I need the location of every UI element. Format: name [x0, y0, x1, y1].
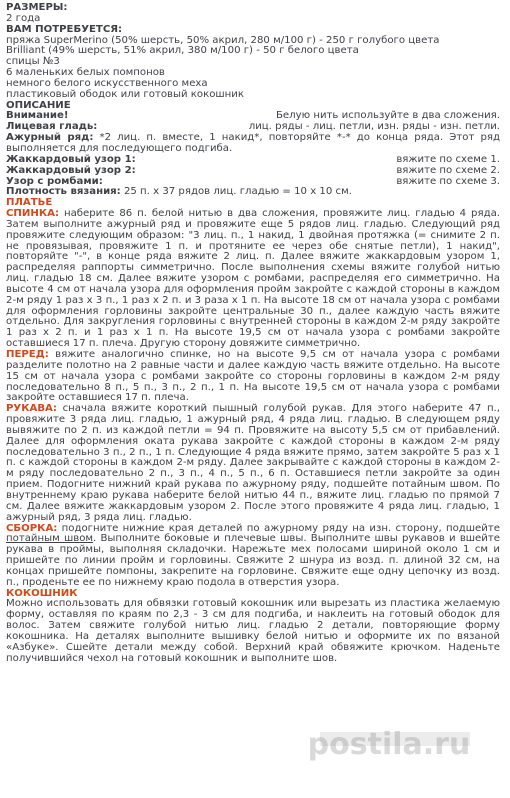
openwork-row-paragraph	[6, 133, 500, 155]
front-label: ПЕРЕД:	[6, 349, 49, 360]
sleeves-text: сначала вяжите короткий пышный голубой рукав. Для этого наберите 47 п., провяжите 3 ряда лиц. гладью, 1 ажурный ряд, 4 ряда лиц. гладью. В следующем ряду вывяжите по 2 п. из каждой петли = 94 п. Провяжите на высоту 5,5 см от прибавлений. Далее для оформления оката рукава закройте с каждой стороны в каждом 2-м ряду последовательно 3 п., 2 п., 1 п. Следующие 4 ряда вяжите прямо, затем закройте 5 раз х 1 п. с каждой стороны в каждом 2-м ряду. Далее закрывайте с каждой стороны в каждом 2-м ряду последовательно 2 п., 3 п., 4 п., 5 п., 6 п. Оставшиеся петли закройте за один прием. Подогните нижний край рукава по ажурному ряду, подшейте потайным швом. По внутреннему краю рукава наберите белой нитью 44 п., вяжите лиц. гладью по прямой 7 см. Далее вяжите жаккардовым узором 2. После этого провяжите 4 ряда лиц. гладью, 1 ажурный ряд, 3 ряда лиц. гладью.	[6, 403, 500, 523]
watermark-text: postila.ru	[307, 727, 471, 762]
face-stitch-text: лиц. ряды - лиц. петли, изн. ряды - изн. петли.	[248, 121, 500, 133]
material-item: Brilliant (49% шерсть, 51% акрил, 380 м/100 г) - 50 г белого цвета	[6, 45, 359, 57]
watermark-backdrop	[320, 732, 470, 746]
jacquard2-label: Жаккардовый узор 2:	[6, 164, 136, 176]
assembly-text-start: подогните нижние края деталей по ажурному ряду на изн. сторону, подшейте	[57, 522, 500, 534]
jacquard2-line	[6, 166, 500, 177]
jacquard1-text: вяжите по схеме 1.	[396, 153, 500, 165]
density-line	[6, 187, 500, 198]
material-item: спицы №3	[6, 56, 60, 68]
sleeves-paragraph	[6, 404, 500, 523]
assembly-paragraph	[6, 524, 500, 589]
back-text: наберите 86 п. белой нитью в два сложения, провяжите лиц. гладью 4 ряда. Затем выполните ажурный ряд и провяжите еще 5 рядов лиц. гладью. Следующий ряд провяжите следующим образом: "3 лиц. п., 1 накид, 1 двойная протяжка (= снимите 2 п. не провязывая, провяжите 1 п. и протяните ее через обе снятые петли), 1 накид", повторяйте "-", в конце ряда вяжите 2 лиц. п. Далее вяжите жаккардовым узором 1, распределяя раппорты симметрично. После выполнения схемы вяжите голубой нитью лиц. гладью 18 см. Далее вяжите узором с ромбами, распределяя его симметрично. На высоте 4 см от начала узора для оформления пройм закройте с каждой стороны в каждом 2-м ряду 1 раз х 3 п., 1 раз х 2 п. и 3 раза х 1 п. На высоте 18 см от начала узора с ромбами для оформления горловины закройте центральные 30 п., далее каждую часть вяжите отдельно. Для закругления горловины с внутренней стороны в каждом 2-м ряду закройте 1 раз х 2 п. и 1 раз х 1 п. На высоте 19,5 см от начала узора с ромбами закройте оставшиеся 17 п. плеча. Другую сторону довяжите симметрично.	[6, 208, 500, 350]
jacquard2-text: вяжите по схеме 2.	[396, 164, 500, 176]
sizes-value: 2 года	[6, 12, 41, 24]
sizes-heading: РАЗМЕРЫ:	[6, 2, 68, 13]
back-paragraph	[6, 209, 500, 350]
back-label: СПИНКА:	[6, 208, 60, 220]
sleeves-label: РУКАВА:	[6, 403, 57, 415]
kokoshnik-paragraph: Можно использовать для обвязки готовый кокошник или вырезать из пластика желаемую форму, оставляя по краям по 2,3 - 3 см для подгиба, и наклеить на готовый ободок для волос. Затем свяжите голубой нитью лиц. гладью 2 детали, повторяющие форму кокошника. На деталях выполните вышивку белой нитью и оформите их по вязаной «Азбуке». Сшейте детали между собой. Верхний край обвяжите крючком. Наденьте получившийся чехол на готовый кокошник и выполните шов.	[6, 598, 500, 664]
attention-label: Внимание!	[6, 110, 69, 122]
front-text: вяжите аналогично спинке, но на высоте 9,5 см от начала узора с ромбами разделите полотно на 2 равные части и далее каждую часть вяжите отдельно. На высоте 15 см от начала узора с ромбами закройте со стороны горловины в каждом 2-м ряду последовательно 8 п., 5 п., 3 п., 2 п., 1 п. На высоте 19,5 см от начала узора с ромбами закройте оставшиеся 17 п. плеча.	[6, 349, 500, 404]
openwork-text: *2 лиц. п. вместе, 1 накид*, повторяйте *-* до конца ряда. Этот ряд выполняется для последующего подгиба.	[6, 132, 500, 154]
assembly-text-end: . Выполните боковые и плечевые швы. Выполните швы рукавов и вшейте рукава в проймы, выполняя складочки. Нарежьте мех полосами шириной около 1 см и пришейте по линии пройм и горловины. Свяжите 2 шнура из возд. п. длиной 32 см, на концах пришейте помпоны, закрепите на горловине. Свяжите еще одну цепочку из возд. п., проденьте ее по нижнему краю подола в отверстия узора.	[6, 533, 500, 588]
description-heading: ОПИСАНИЕ	[6, 99, 71, 111]
assembly-label: СБОРКА:	[6, 522, 58, 534]
kokoshnik-heading: КОКОШНИК	[6, 587, 78, 599]
attention-text: Белую нить используйте в два сложения.	[275, 110, 500, 122]
material-item: пластиковый ободок или готовый кокошник	[6, 88, 244, 100]
openwork-label: Ажурный ряд:	[6, 132, 94, 144]
density-label: Плотность вязания:	[6, 186, 121, 198]
rhomb-label: Узор с ромбами:	[6, 175, 103, 187]
material-item: пряжа SuperMerino (50% шерсть, 50% акрил, 280 м/100 г) - 250 г голубого цвета	[6, 34, 440, 46]
dress-heading: ПЛАТЬЕ	[6, 197, 53, 209]
face-stitch-label: Лицевая гладь:	[6, 121, 98, 133]
density-text: 25 п. x 37 рядов лиц. гладью = 10 x 10 см.	[120, 186, 352, 198]
rhomb-text: вяжите по схеме 3.	[396, 175, 500, 187]
hidden-seam-link[interactable]: потайным швом	[6, 533, 94, 545]
materials-heading: ВАМ ПОТРЕБУЕТСЯ:	[6, 23, 123, 35]
material-item: 6 маленьких белых помпонов	[6, 67, 165, 79]
front-paragraph	[6, 350, 500, 404]
jacquard1-label: Жаккардовый узор 1:	[6, 153, 136, 165]
material-item: немного белого искусственного меха	[6, 77, 208, 89]
